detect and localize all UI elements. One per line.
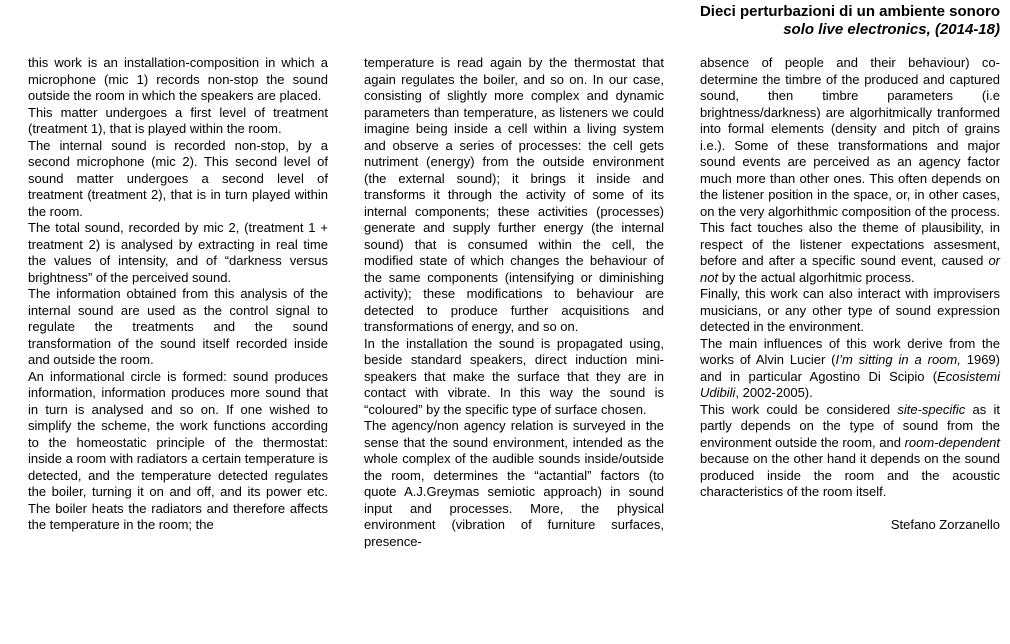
paragraph (700, 402, 1000, 501)
paragraph (28, 369, 328, 534)
body-text: The total sound, recorded by mic 2, (treatment 1 + treatment 2) is analysed by extracting in real time the values of intensity, and of “darkness versus brightness” of the perceived sound. (28, 220, 328, 285)
body-text: because on the other hand it depends on the sound produced inside the room and the acoustic characteristics of the room itself. (700, 451, 1000, 499)
body-text: The agency/non agency relation is surveyed in the sense that the sound environment, intended as the whole complex of the audible sounds inside/outside the room, determines the “actantial” factors (to quote A.J.Greymas semiotic approach) in sound input and processes. More, the physical environment (vibration of furniture surfaces, presence- (364, 418, 664, 549)
body-text: In the installation the sound is propagated using, beside standard speakers, direct induction mini-speakers that make the surface that they are in contact with vibrate. In this way the sound is “coloured” by the specific type of surface chosen. (364, 335, 664, 417)
paragraph (700, 336, 1000, 402)
paragraph (364, 418, 664, 550)
document-title: Dieci perturbazioni di un ambiente sonoro (699, 3, 1000, 20)
paragraph (700, 286, 1000, 336)
italic-text: or not (700, 253, 1000, 285)
body-text: by the actual algorhitmic process. (718, 269, 915, 285)
body-text: The internal sound is recorded non-stop, by a second microphone (mic 2). This second level of sound matter undergoes a second level of treatment (treatment 2), that is in turn played within the room. (28, 137, 328, 219)
body-text: This matter undergoes a first level of treatment (treatment 1), that is played within the room. (28, 104, 328, 136)
author-signature: Stefano Zorzanello (890, 516, 1000, 532)
paragraph (28, 286, 328, 369)
paragraph (700, 55, 1000, 286)
document-subtitle: solo live electronics, (2014-18) (783, 21, 1000, 38)
text-columns (28, 55, 1000, 550)
text-column-3-paragraphs (700, 55, 1000, 501)
paragraph (364, 336, 664, 419)
document-header (700, 3, 1000, 39)
body-text: This work could be considered (700, 401, 898, 417)
body-text: The main influences of this work derive from the works of Alvin Lucier ( (700, 335, 1000, 367)
body-text: An informational circle is formed: sound produces information, information produces more sound that in turn is analysed and so on. If one wished to simplify the scheme, the work functions according to the homeostatic principle of the thermostat: inside a room with radiators a certain temperature is detected, and the temperature detected regulates the boiler, turning it on and off, and its power etc. The boiler heats the radiators and therefore affects the temperature in the room; the (28, 368, 328, 532)
body-text: as it partly depends on the type of sound from the environment outside the room, and (700, 401, 1000, 450)
body-text: this work is an installation-composition in which a microphone (mic 1) records non-stop the sound outside the room in which the speakers are placed. (28, 55, 328, 103)
paragraph (28, 220, 328, 286)
body-text: Finally, this work can also interact with improvisers musicians, or any other type of sound expression detected in the environment. (700, 286, 1000, 334)
body-text: , 2002-2005). (735, 385, 813, 400)
text-column-2 (364, 55, 664, 550)
paragraph (28, 105, 328, 138)
italic-text: I’m sitting in a room, (835, 352, 961, 367)
body-text: absence of people and their behaviour) co-determine the timbre of the produced and captured sound, then timbre parameters (i.e brightness/darkness) are algorhitmically tranformed into formal elements (density and pitch of grains i.e.). Some of these transformations and major sound events are perceived as an agency factor much more than other ones. This often depends on the listener position in the space, or, in other cases, on the very algorhithmic composition of the process. This fact touches also the theme of plausibility, in respect of the listener expectations assesment, before and after a specific sound event, caused (700, 55, 1000, 268)
body-text: 1969) and in particular Agostino Di Scipio ( (700, 352, 1000, 384)
text-column-1 (28, 55, 328, 550)
paragraph (28, 138, 328, 221)
paragraph (28, 55, 328, 105)
italic-text: room-dependent (904, 434, 1000, 450)
italic-text: site-specific (897, 401, 966, 417)
body-text: temperature is read again by the thermostat that again regulates the boiler, and so on. In our case, consisting of slightly more complex and dynamic parameters than temperature, as listeners we could imagine being inside a cell within a living system and observe a series of processes: the cell gets nutriment (energy) from the outside environment (the external sound); it brings it inside and transforms it through the activity of some of its internal components; these activities (processes) generate and supply further energy (the internal sound) that is consumed within the cell, the modified state of which changes the behaviour of the same components (intensifying or diminishing activity); these modifications to behaviour are detected to produce further acquisitions and transformations of energy, and so on. (364, 55, 664, 334)
body-text: The information obtained from this analysis of the internal sound are used as the control signal to regulate the treatments and the sound transformation of the sound itself recorded inside and outside the room. (28, 286, 328, 367)
paragraph (364, 55, 664, 336)
text-column-3 (700, 55, 1000, 550)
italic-text: Ecosistemi Udibili (700, 368, 1000, 400)
